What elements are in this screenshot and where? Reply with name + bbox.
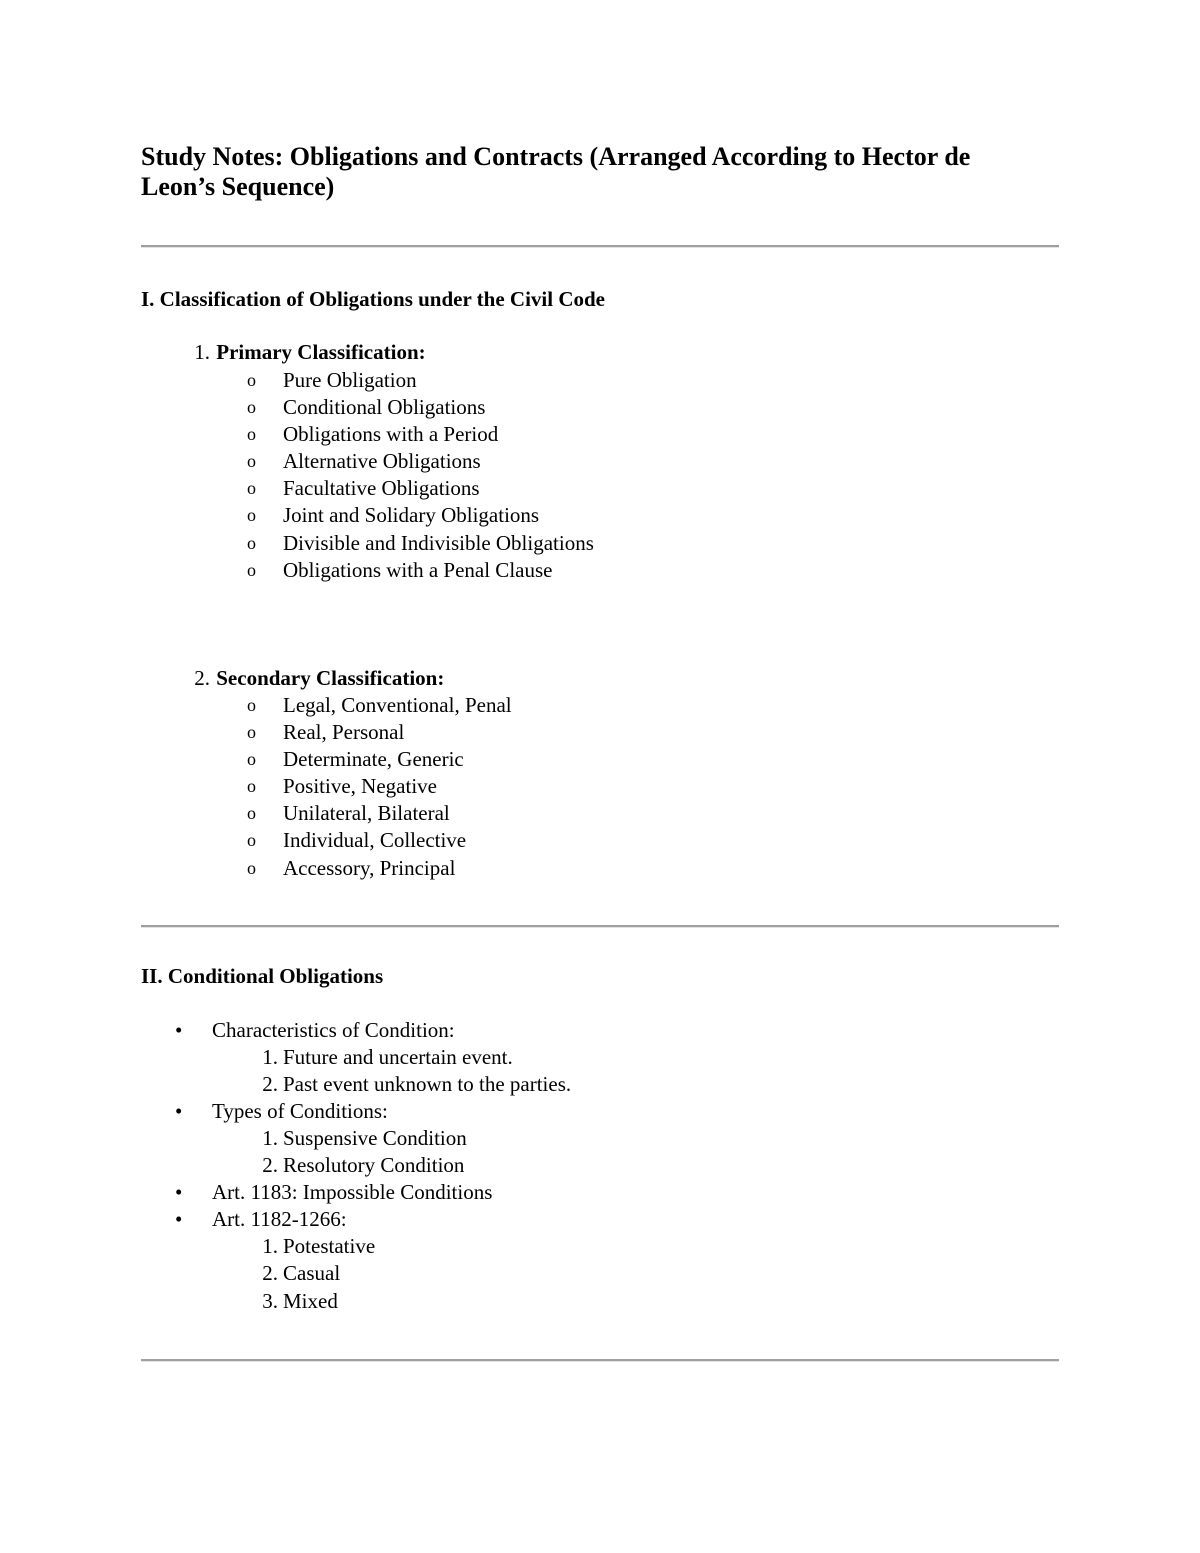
- disc-bullet-icon: •: [175, 1018, 183, 1042]
- section-heading-conditional-obligations: II. Conditional Obligations: [141, 964, 384, 988]
- list-item-text: Facultative Obligations: [283, 476, 480, 501]
- primary-classification-label: [141, 339, 426, 366]
- sublist-item: [212, 1260, 1041, 1287]
- primary-classification-list: [141, 367, 1041, 584]
- list-item: [141, 692, 1041, 719]
- sublist-item: [212, 1125, 1041, 1152]
- list-item: [141, 448, 1041, 475]
- sublist-item: [212, 1044, 1041, 1071]
- circle-bullet-icon: o: [247, 451, 256, 472]
- numbered-sublist: [212, 1233, 1041, 1314]
- list-item: [141, 557, 1041, 584]
- list-item-text: Pure Obligation: [283, 368, 417, 392]
- horizontal-divider: [141, 925, 1059, 928]
- list-item: [141, 800, 1041, 827]
- list-number: 2.: [194, 666, 210, 690]
- sublist-number: 3.: [262, 1288, 278, 1313]
- circle-bullet-icon: o: [247, 857, 256, 878]
- sublist-number: 2.: [262, 1261, 278, 1286]
- secondary-classification-label: [141, 665, 444, 692]
- circle-bullet-icon: o: [247, 505, 256, 526]
- list-item-text: Alternative Obligations: [283, 449, 481, 474]
- circle-bullet-icon: o: [247, 695, 256, 715]
- sublist-number: 1.: [262, 1045, 278, 1069]
- circle-bullet-icon: o: [247, 830, 256, 851]
- horizontal-divider: [141, 245, 1059, 248]
- list-item: [141, 719, 1041, 746]
- sublist-number: 1.: [262, 1126, 278, 1151]
- circle-bullet-icon: o: [247, 478, 256, 499]
- circle-bullet-icon: o: [247, 722, 256, 743]
- circle-bullet-icon: o: [247, 776, 256, 797]
- horizontal-divider: [141, 1359, 1059, 1362]
- list-item: [141, 746, 1041, 773]
- sublist-item: [212, 1152, 1041, 1179]
- list-item: [141, 1017, 1041, 1098]
- list-item-text: Art. 1183: Impossible Conditions: [212, 1180, 493, 1205]
- disc-bullet-icon: •: [175, 1207, 183, 1232]
- list-item-text: Obligations with a Penal Clause: [283, 557, 553, 582]
- section-heading-classification: I. Classification of Obligations under the Civil Code: [141, 287, 605, 311]
- list-item: [141, 1179, 1041, 1206]
- list-item: [141, 530, 1041, 557]
- circle-bullet-icon: o: [247, 803, 256, 824]
- list-item-text: Legal, Conventional, Penal: [283, 693, 512, 717]
- list-item: [141, 1098, 1041, 1179]
- list-item: [141, 855, 1041, 882]
- list-item: [141, 421, 1041, 448]
- list-item-text: Characteristics of Condition:: [212, 1018, 455, 1042]
- circle-bullet-icon: o: [247, 559, 256, 580]
- list-item: [141, 394, 1041, 421]
- sublist-number: 2.: [262, 1153, 278, 1178]
- circle-bullet-icon: o: [247, 424, 256, 445]
- sublist-number: 1.: [262, 1234, 278, 1259]
- list-item-text: Real, Personal: [283, 720, 405, 745]
- sublist-number: 2.: [262, 1072, 278, 1097]
- sublist-item-text: Casual: [283, 1261, 341, 1286]
- sublist-item: [212, 1233, 1041, 1260]
- list-item-text: Obligations with a Period: [283, 422, 499, 447]
- list-item-text: Conditional Obligations: [283, 395, 486, 420]
- list-item-text: Joint and Solidary Obligations: [283, 503, 540, 528]
- circle-bullet-icon: o: [247, 370, 256, 390]
- circle-bullet-icon: o: [247, 749, 256, 770]
- list-item: [141, 502, 1041, 529]
- list-item-text: Determinate, Generic: [283, 747, 464, 772]
- conditional-obligations-list: [141, 1017, 1041, 1315]
- secondary-classification-title: Secondary Classification:: [216, 666, 445, 690]
- list-item: [141, 827, 1041, 854]
- sublist-item-text: Suspensive Condition: [283, 1126, 467, 1151]
- circle-bullet-icon: o: [247, 397, 256, 418]
- sublist-item-text: Future and uncertain event.: [283, 1045, 513, 1069]
- list-item: [141, 367, 1041, 394]
- sublist-item-text: Potestative: [283, 1234, 376, 1259]
- sublist-item: [212, 1071, 1041, 1098]
- secondary-classification-list: [141, 692, 1041, 882]
- list-item-text: Individual, Collective: [283, 828, 467, 853]
- list-item-text: Positive, Negative: [283, 774, 437, 799]
- circle-bullet-icon: o: [247, 532, 256, 553]
- numbered-sublist: [212, 1125, 1041, 1179]
- list-item-text: Divisible and Indivisible Obligations: [283, 530, 594, 555]
- list-item-text: Accessory, Principal: [283, 855, 456, 880]
- disc-bullet-icon: •: [175, 1180, 183, 1205]
- list-item: [141, 1206, 1041, 1314]
- list-item-text: Art. 1182-1266:: [212, 1207, 347, 1232]
- primary-classification-title: Primary Classification:: [216, 340, 426, 364]
- list-item: [141, 773, 1041, 800]
- list-number: 1.: [194, 340, 210, 364]
- sublist-item: [212, 1288, 1041, 1315]
- list-item: [141, 475, 1041, 502]
- list-item-text: Unilateral, Bilateral: [283, 801, 450, 826]
- document-title: Study Notes: Obligations and Contracts (Arranged According to Hector de Leon’s Sequence): [141, 142, 971, 201]
- sublist-item-text: Past event unknown to the parties.: [283, 1072, 572, 1097]
- sublist-item-text: Mixed: [283, 1288, 338, 1313]
- numbered-sublist: [212, 1044, 1041, 1098]
- sublist-item-text: Resolutory Condition: [283, 1153, 465, 1178]
- list-item-text: Types of Conditions:: [212, 1099, 388, 1124]
- disc-bullet-icon: •: [175, 1099, 183, 1124]
